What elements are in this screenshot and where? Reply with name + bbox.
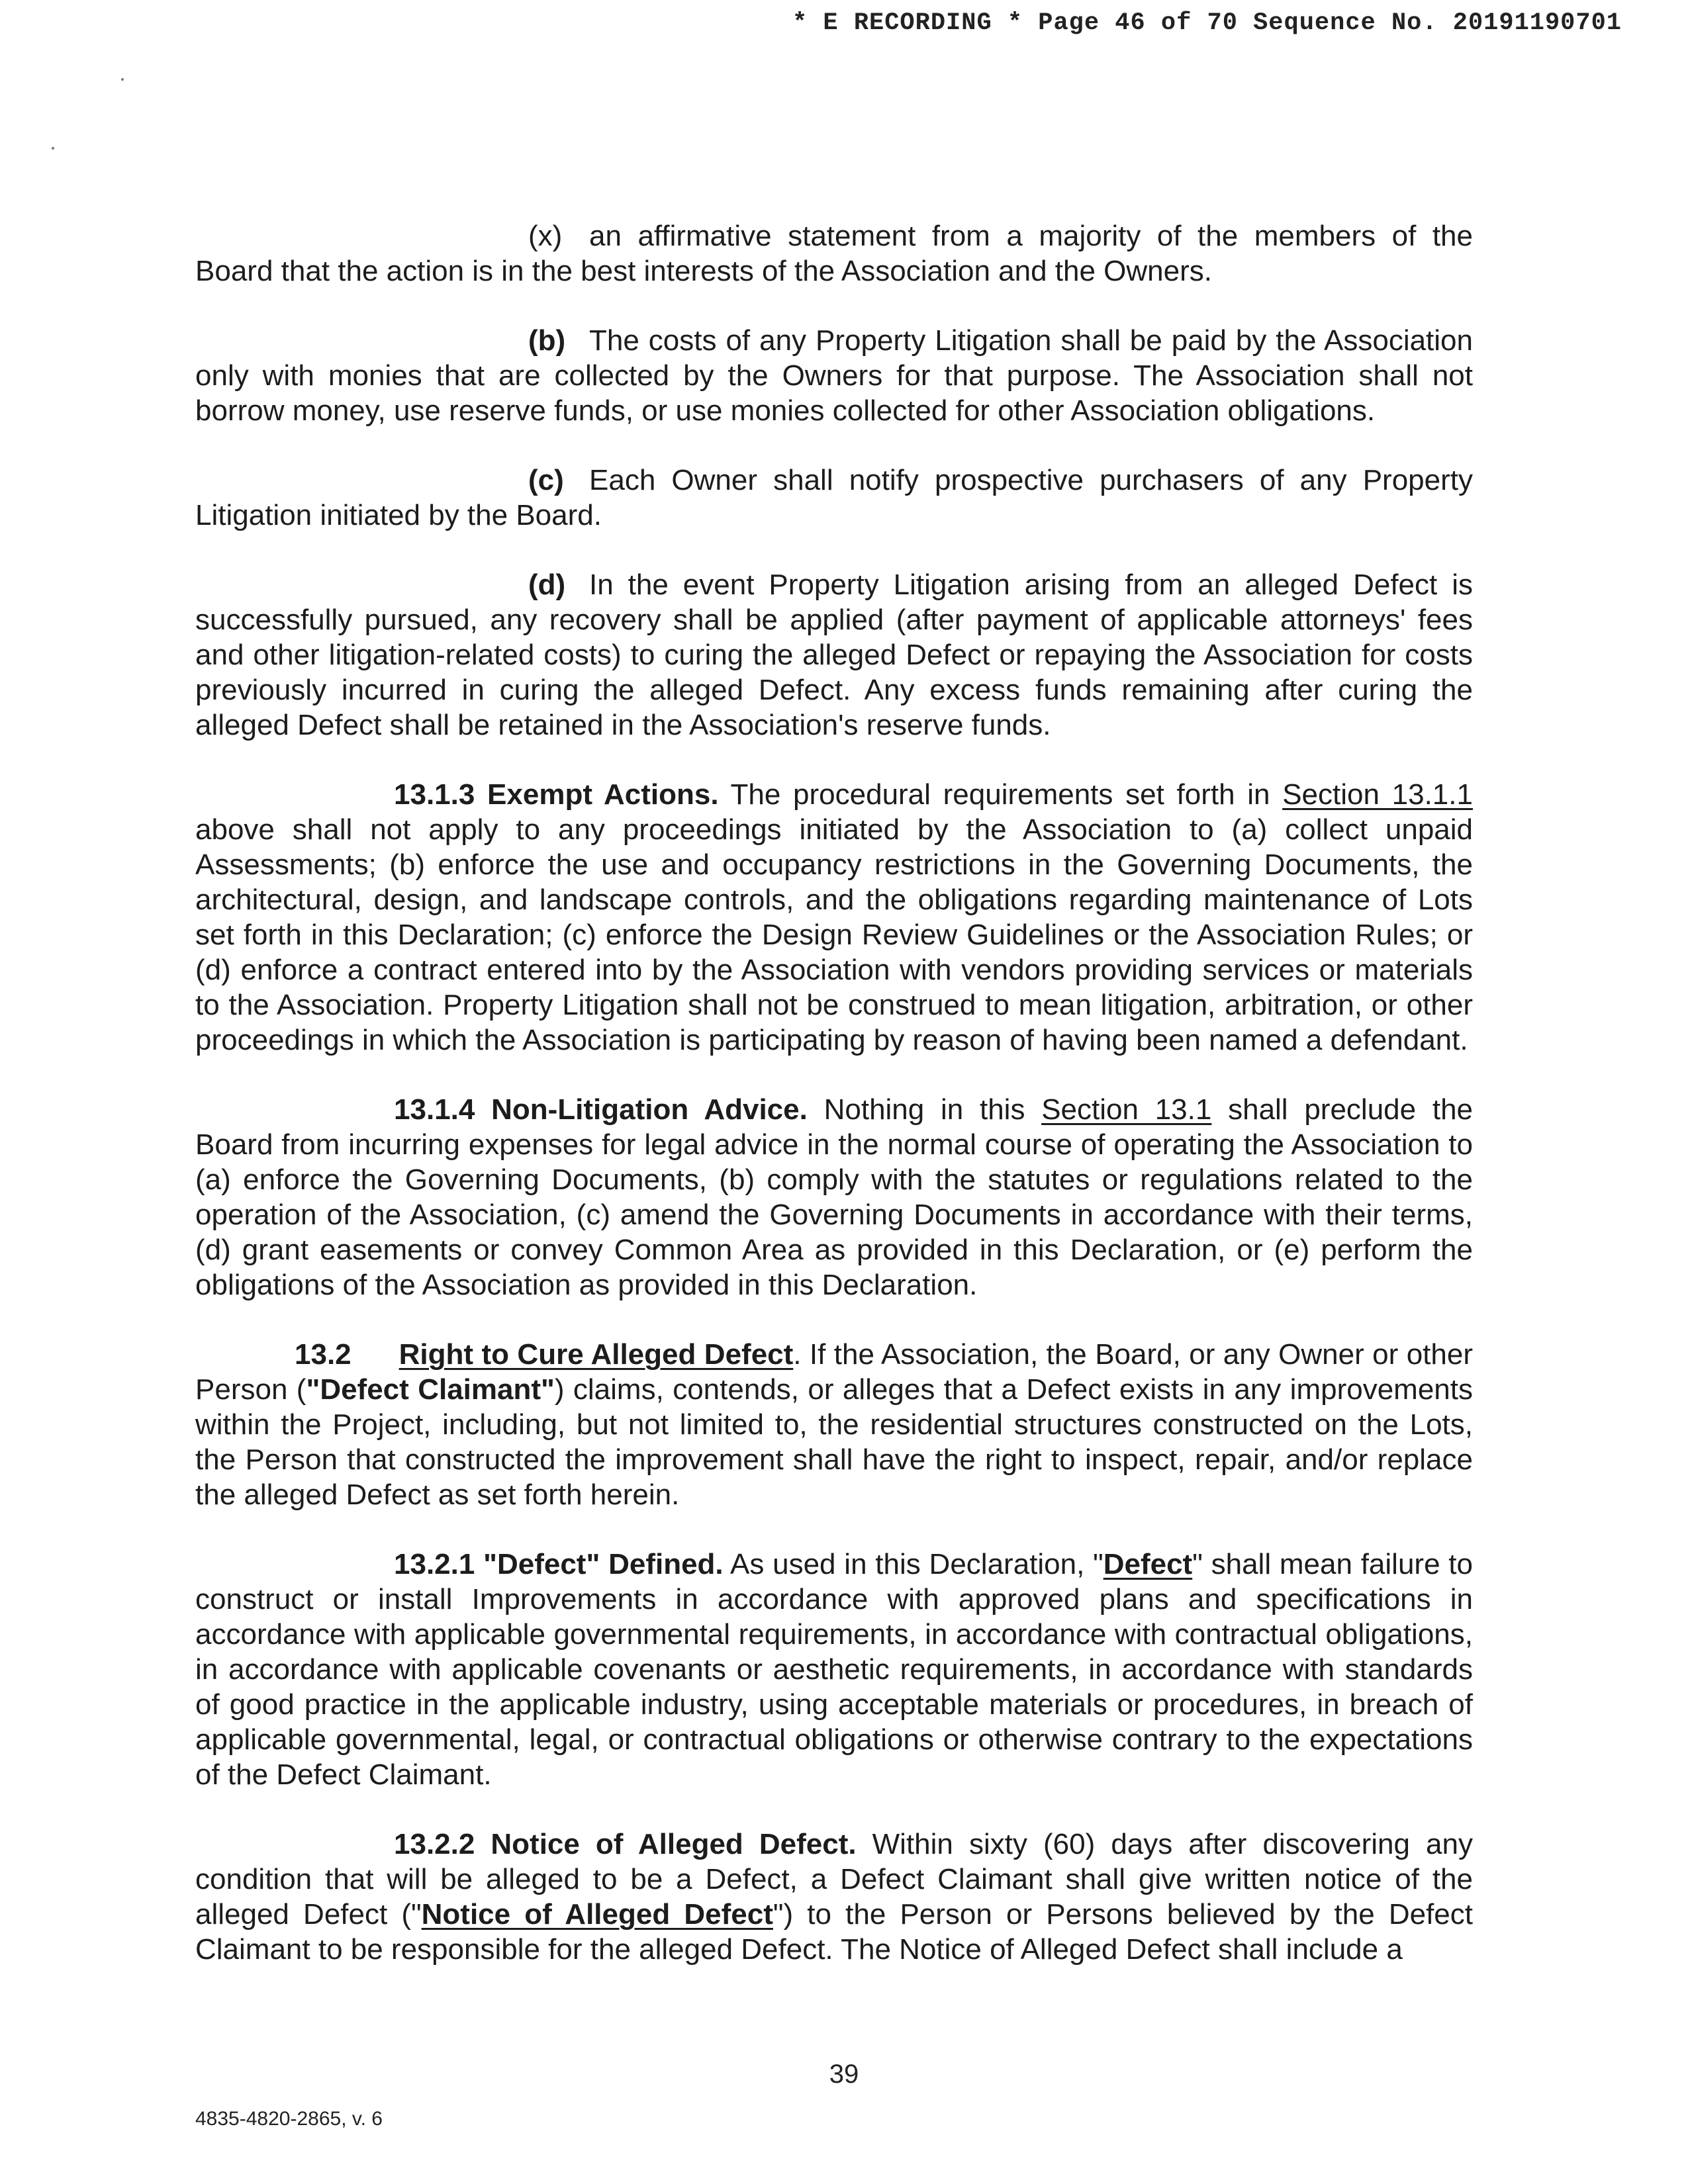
paragraph-d-text: In the event Property Litigation arising from an alleged Defect is successfully pursued, any recovery shall be applied (after payment of applicable attorneys' fees and other litigation-related costs) to curing the alleged Defect or repaying the Association for costs previously incurred in curing the alleged Defect. Any excess funds remaining after curing the alleged Defect shall be retained in the Association's reserve funds.: [195, 569, 1473, 741]
recording-header: * E RECORDING * Page 46 of 70 Sequence No. 20191190701: [792, 9, 1622, 37]
section-13-1-reference: Section 13.1: [1041, 1093, 1212, 1126]
section-13-2-2-text-a: Within sixty (60) days after discovering any condition that will be alleged to be a Defect, a Defect Claimant shall give written notice of the alleged Defect (": [195, 1828, 1473, 1931]
section-13-1-3: [195, 777, 1473, 1058]
marker-c: (c): [528, 464, 564, 496]
section-13-2-2-text-b: ") to the Person or Persons believed by the Defect Claimant to be responsible for the alleged Defect. The Notice of Alleged Defect shall include a: [195, 1898, 1474, 1966]
section-13-2-1-text-b: " shall mean failure to construct or install Improvements in accordance with approved plans and specifications in accordance with applicable governmental requirements, in accordance with contractual obligations, in accordance with applicable covenants or aesthetic requirements, in accordance with standards of good practice in the applicable industry, using acceptable materials or procedures, in breach of applicable governmental, legal, or contractual obligations or otherwise contrary to the expectations of the Defect Claimant.: [195, 1548, 1473, 1791]
section-13-2-2: [195, 1827, 1473, 1967]
scan-speck: [52, 147, 54, 150]
defect-claimant-term: "Defect Claimant": [306, 1373, 555, 1406]
section-13-1-4-text-a: Nothing in this: [823, 1093, 1025, 1126]
document-body: [195, 218, 1473, 2001]
section-13-2-1-text-a: As used in this Declaration, ": [730, 1548, 1103, 1580]
defect-term: Defect: [1103, 1548, 1193, 1580]
section-13-1-3-heading: 13.1.3 Exempt Actions.: [394, 778, 719, 811]
section-13-1-4: [195, 1092, 1473, 1302]
marker-x: (x): [528, 220, 563, 252]
notice-of-alleged-defect-term: Notice of Alleged Defect: [421, 1898, 773, 1931]
section-13-1-1-reference: Section 13.1.1: [1282, 778, 1473, 811]
marker-b: (b): [528, 324, 566, 357]
section-13-1-3-text-b: above shall not apply to any proceedings initiated by the Association to (a) collect unpaid Assessments; (b) enforce the use and occupancy restrictions in the Governing Documents, the architectural, design, and landscape controls, and the obligations regarding maintenance of Lots set forth in this Declaration; (c) enforce the Design Review Guidelines or the Association Rules; or (d) enforce a contract entered into by the Association with vendors providing services or materials to the Association. Property Litigation shall not be construed to mean litigation, arbitration, or other proceedings in which the Association is participating by reason of having been named a defendant.: [195, 813, 1473, 1056]
paragraph-x: [195, 218, 1473, 289]
paragraph-x-text: an affirmative statement from a majority of the members of the Board that the action is in the best interests of the Association and the Owners.: [195, 220, 1473, 287]
section-13-2-text-b: ) claims, contends, or alleges that a Defect exists in any improvements within the Project, including, but not limited to, the residential structures constructed on the Lots, the Person that constructed the improvement shall have the right to inspect, repair, and/or replace the alleged Defect as set forth herein.: [195, 1373, 1473, 1511]
section-13-1-4-heading: 13.1.4 Non-Litigation Advice.: [394, 1093, 808, 1126]
paragraph-d: [195, 567, 1473, 743]
marker-d: (d): [528, 569, 566, 601]
section-13-1-3-text-a: The procedural requirements set forth in: [730, 778, 1270, 811]
section-13-2-text-a: . If the Association, the Board, or any Owner or other Person (: [195, 1338, 1473, 1406]
paragraph-c: [195, 463, 1473, 533]
page-number: 39: [829, 2060, 859, 2089]
paragraph-b-text: The costs of any Property Litigation shall be paid by the Association only with monies that are collected by the Owners for that purpose. The Association shall not borrow money, use reserve funds, or use monies collected for other Association obligations.: [195, 324, 1473, 427]
section-13-2: [195, 1337, 1473, 1512]
paragraph-c-text: Each Owner shall notify prospective purchasers of any Property Litigation initiated by the Board.: [195, 464, 1473, 531]
section-13-2-1: [195, 1547, 1473, 1792]
section-13-2-1-heading: 13.2.1 "Defect" Defined.: [394, 1548, 724, 1580]
section-13-2-number: 13.2: [295, 1338, 352, 1371]
section-13-1-4-text-b: shall preclude the Board from incurring expenses for legal advice in the normal course of operating the Association to (a) enforce the Governing Documents, (b) comply with the statutes or regulations related to the operation of the Association, (c) amend the Governing Documents in accordance with their terms, (d) grant easements or convey Common Area as provided in this Declaration, or (e) perform the obligations of the Association as provided in this Declaration.: [195, 1093, 1474, 1301]
scan-speck: [121, 78, 124, 81]
document-id: 4835-4820-2865, v. 6: [195, 2108, 383, 2130]
section-13-2-2-heading: 13.2.2 Notice of Alleged Defect.: [394, 1828, 857, 1860]
paragraph-b: [195, 323, 1473, 428]
section-13-2-title: Right to Cure Alleged Defect: [399, 1338, 794, 1371]
